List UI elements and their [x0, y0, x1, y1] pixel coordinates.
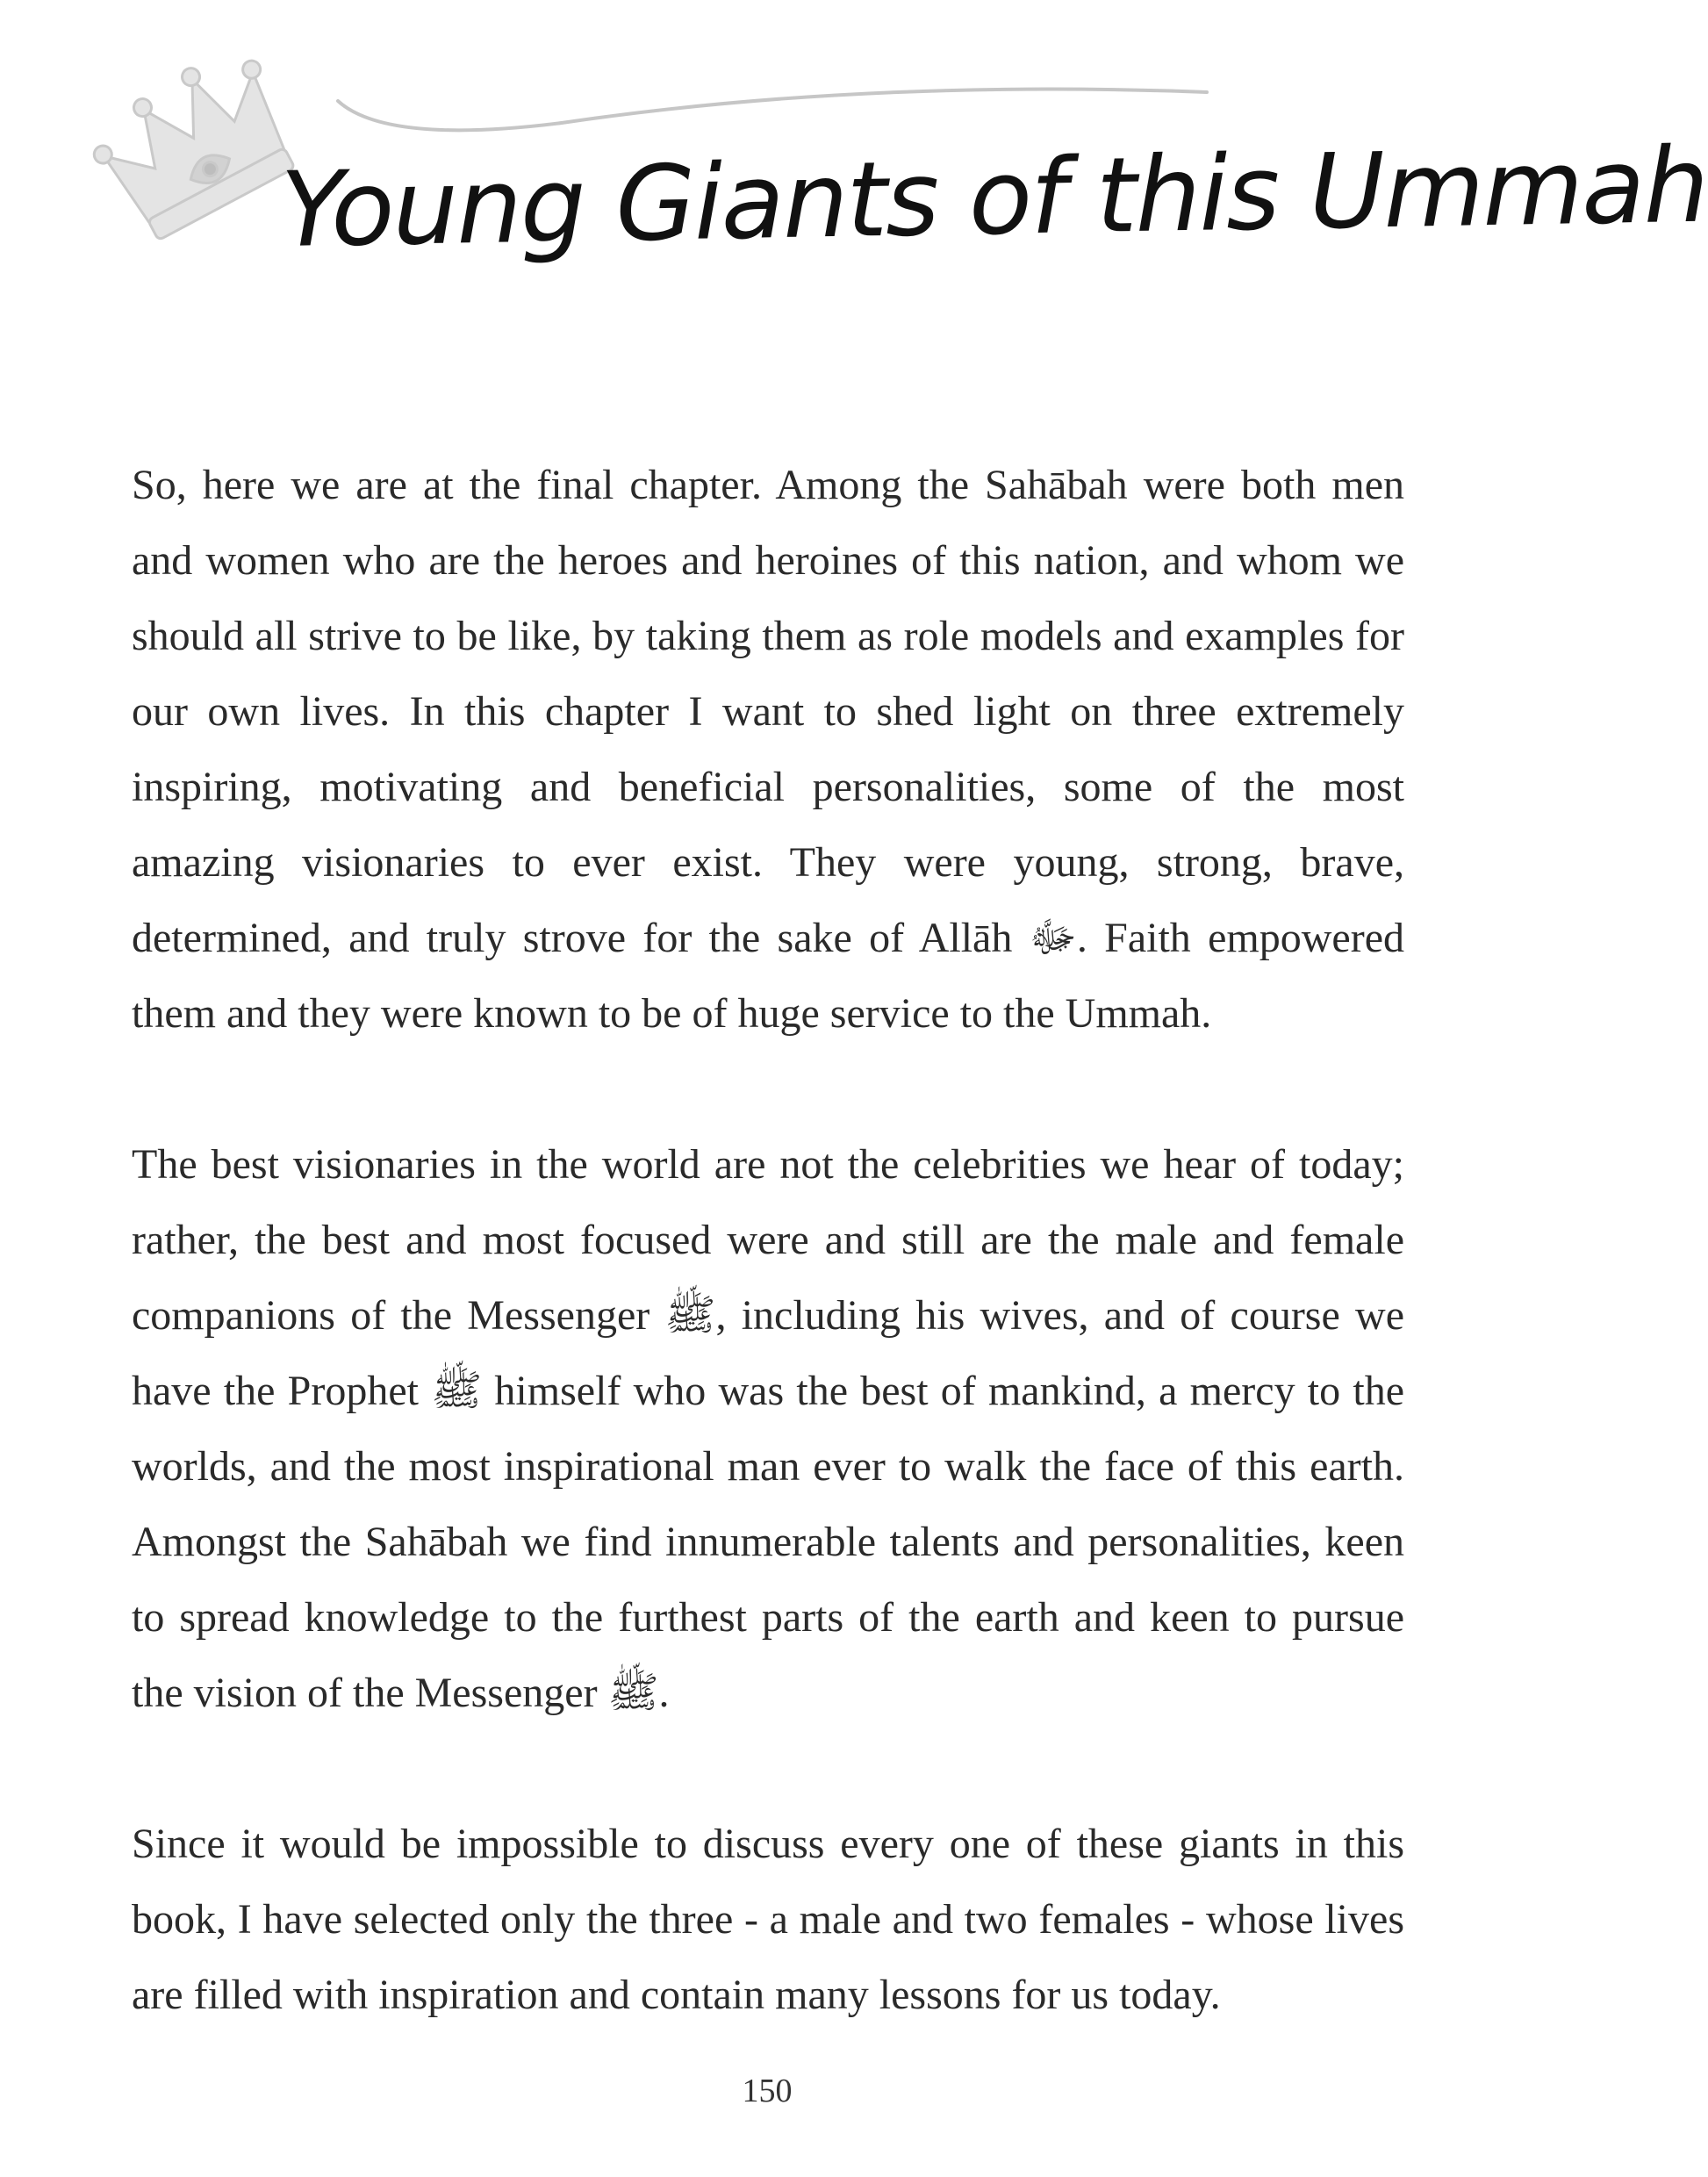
- chapter-title: Young Giants of this Ummah: [279, 124, 1708, 270]
- crown-icon: [97, 57, 307, 241]
- page-number: 150: [742, 2073, 793, 2109]
- body-text: [132, 448, 1404, 2109]
- paragraph-3: Since it would be impossible to discuss every one of these giants in this book, I have selected only the three - a male and two females - whose lives are filled with inspiration and contain many lessons for us today.: [132, 1821, 1404, 2018]
- paragraph-2: The best visionaries in the world are not the celebrities we hear of today; rather, the best and most focused were and still are the male and female companions of the Messenger ﷺ, including his wives, and of course we have the Prophet ﷺ himself who was the best of mankind, a mercy to the worlds, and the most inspirational man ever to walk the face of this earth. Amongst the Sahābah we find innumerable talents and personalities, keen to spread knowledge to the furthest parts of the earth and keen to pursue the vision of the Messenger ﷺ.: [132, 1141, 1404, 1716]
- paragraph-1: So, here we are at the final chapter. Among the Sahābah were both men and women who are the heroes and heroines of this nation, and whom we should all strive to be like, by taking them as role models and examples for our own lives. In this chapter I want to shed light on three extremely inspiring, motivating and beneficial personalities, some of the most amazing visionaries to ever exist. They were young, strong, brave, determined, and truly strove for the sake of Allāh ﷻ. Faith empowered them and they were known to be of huge service to the Ummah.: [132, 462, 1404, 1037]
